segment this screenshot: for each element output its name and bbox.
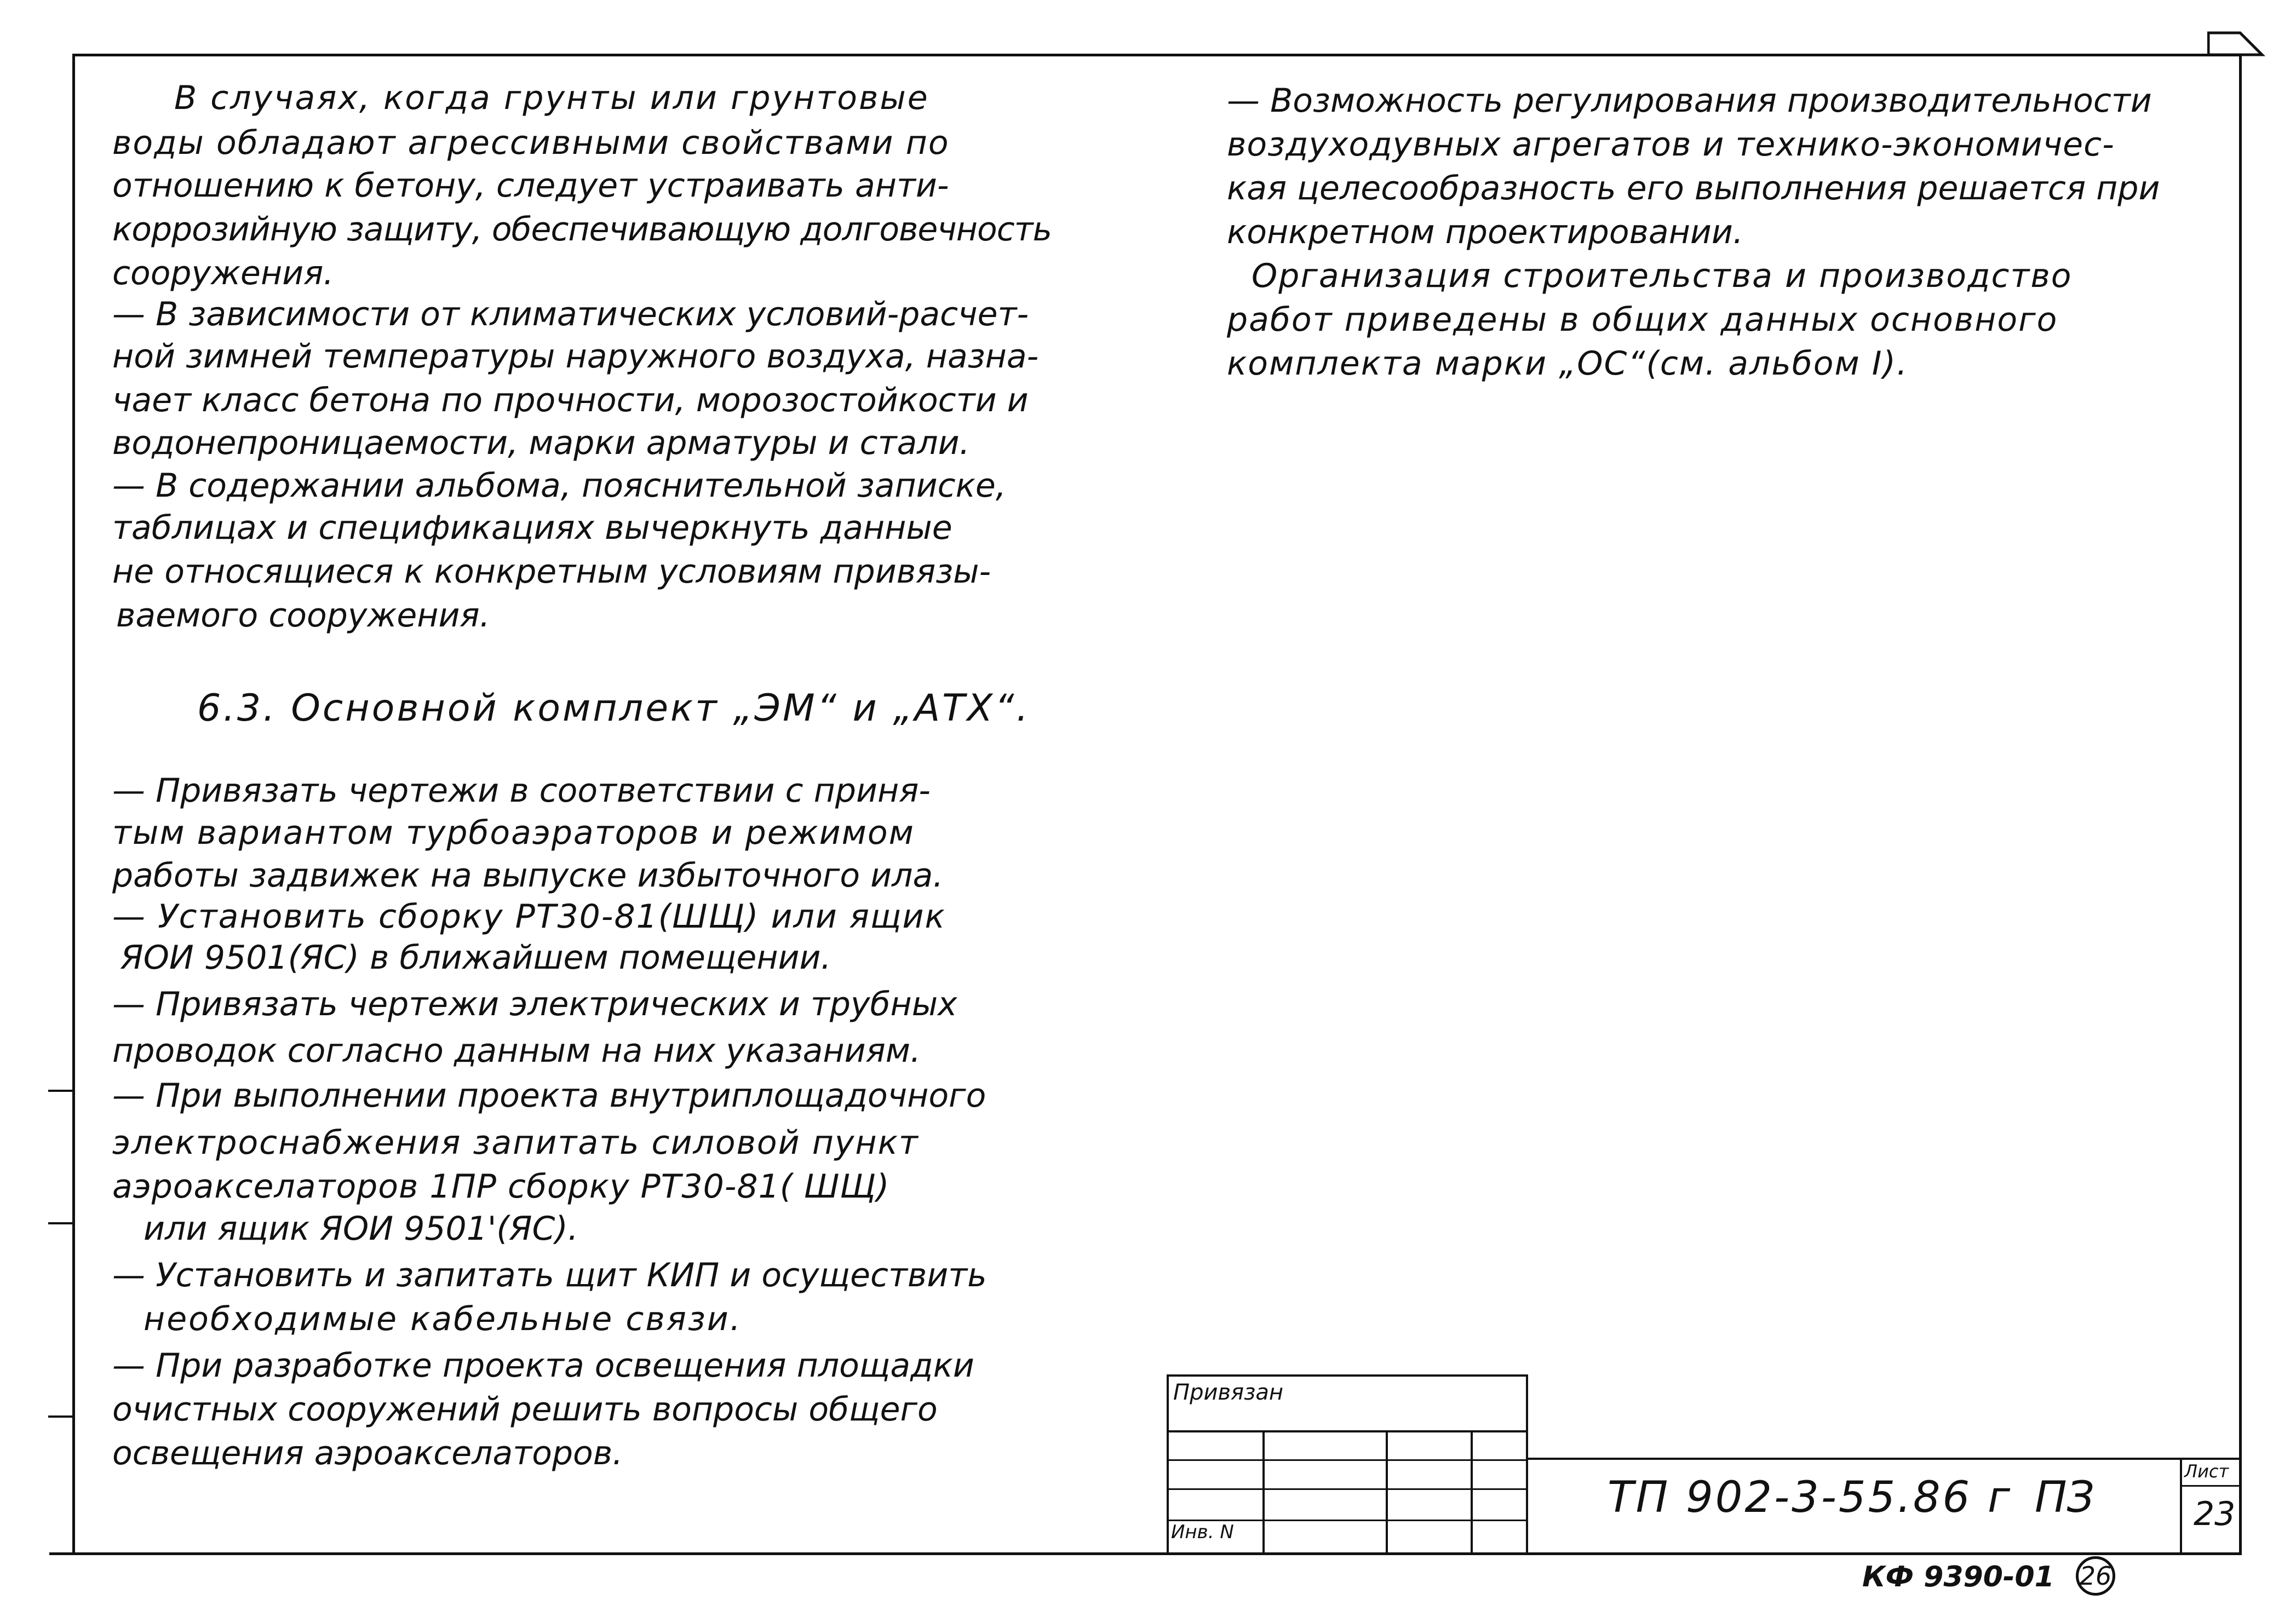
stamp-line <box>1471 1430 1473 1554</box>
text-line: тым вариантом турбоаэраторов и режимом <box>112 814 915 852</box>
text-line: — Возможность регулирования производительности <box>1227 82 2152 120</box>
text-line: — Установить и запитать щит КИП и осуществить <box>112 1256 987 1294</box>
text-line: воды обладают агрессивными свойствами по <box>112 124 950 162</box>
text-line: — При разработке проекта освещения площадки <box>112 1346 974 1385</box>
text-line: освещения аэроакселаторов. <box>112 1434 623 1472</box>
stamp-line <box>1167 1488 1528 1490</box>
text-line: ной зимней температуры наружного воздуха, назна- <box>112 337 1039 376</box>
text-line: конкретном проектировании. <box>1227 213 1743 251</box>
sheet-label: Лист <box>2184 1461 2229 1482</box>
text-line: — В содержании альбома, пояснительной записке, <box>112 467 1006 505</box>
stamp-line <box>1386 1430 1388 1554</box>
privyazan-label: Привязан <box>1173 1380 1284 1405</box>
section-code: ПЗ <box>2035 1473 2094 1522</box>
text-line: таблицах и спецификациях вычеркнуть данные <box>112 509 952 547</box>
text-line: комплекта марки „ОС“(см. альбом I). <box>1227 344 1908 383</box>
right-column <box>1205 0 2235 438</box>
text-line: необходимые кабельные связи. <box>144 1300 742 1338</box>
section-heading: 6.3. Основной комплект „ЭМ“ и „АТХ“. <box>197 687 1031 730</box>
text-line: работы задвижек на выпуске избыточного ила. <box>112 856 944 895</box>
text-line: или ящик ЯОИ 9501'(ЯС). <box>144 1210 578 1248</box>
stamp-line <box>1526 1458 2241 1460</box>
page-number: 26 <box>2079 1561 2112 1591</box>
text-line: ваемого сооружения. <box>116 596 490 635</box>
stamp-line <box>1167 1459 1528 1461</box>
text-line: ЯОИ 9501(ЯС) в ближайшем помещении. <box>120 939 831 977</box>
text-line: коррозийную защиту, обеспечивающую долговечность <box>112 210 1052 249</box>
text-line: — При выполнении проекта внутриплощадочного <box>112 1077 986 1115</box>
format-code: КФ 9390-01 <box>1862 1561 2054 1593</box>
text-line: чает класс бетона по прочности, морозостойкости и <box>112 381 1029 419</box>
text-line: работ приведены в общих данных основного <box>1227 301 2058 339</box>
frame-right <box>2239 54 2242 1554</box>
stamp-line <box>1167 1374 1528 1377</box>
text-line: воздуходувных агрегатов и технико-экономичес- <box>1227 125 2115 164</box>
page-number-circle <box>2076 1556 2115 1596</box>
text-line: водонепроницаемости, марки арматуры и стали. <box>112 424 970 462</box>
stamp-line <box>1167 1430 1528 1432</box>
text-line: сооружения. <box>112 254 334 292</box>
text-line: — Привязать чертежи в соответствии с приня- <box>112 772 931 810</box>
stamp-line <box>1167 1374 1169 1555</box>
stamp-line <box>1262 1430 1265 1554</box>
text-line: — Установить сборку РТ30-81(ШЩ) или ящик <box>112 897 946 936</box>
text-line: проводок согласно данным на них указаниям. <box>112 1032 921 1070</box>
text-line: электроснабжения запитать силовой пункт <box>112 1124 919 1162</box>
text-line: — Привязать чертежи электрических и трубных <box>112 985 957 1023</box>
text-line: В случаях, когда грунты или грунтовые <box>174 79 929 117</box>
text-line: очистных сооружений решить вопросы общего <box>112 1390 938 1429</box>
sheet-number: 23 <box>2194 1495 2236 1533</box>
text-line: — В зависимости от климатических условий-расчет- <box>112 295 1029 333</box>
stamp-line <box>2180 1458 2182 1554</box>
inv-number-label: Инв. N <box>1171 1521 1234 1543</box>
text-line: аэроакселаторов 1ПР сборку РТ30-81( ШЩ) <box>112 1167 890 1206</box>
text-line: отношению к бетону, следует устраивать анти- <box>112 166 949 205</box>
stamp-line <box>1526 1374 1528 1555</box>
text-line: не относящиеся к конкретным условиям привязы- <box>112 553 991 591</box>
stamp-line <box>1167 1520 1528 1521</box>
stamp-line <box>2180 1485 2240 1487</box>
text-line: Организация строительства и производство <box>1252 257 2073 295</box>
text-line: кая целесообразность его выполнения решается при <box>1227 169 2160 208</box>
document-code: ТП 902-3-55.86 г <box>1608 1473 2012 1522</box>
